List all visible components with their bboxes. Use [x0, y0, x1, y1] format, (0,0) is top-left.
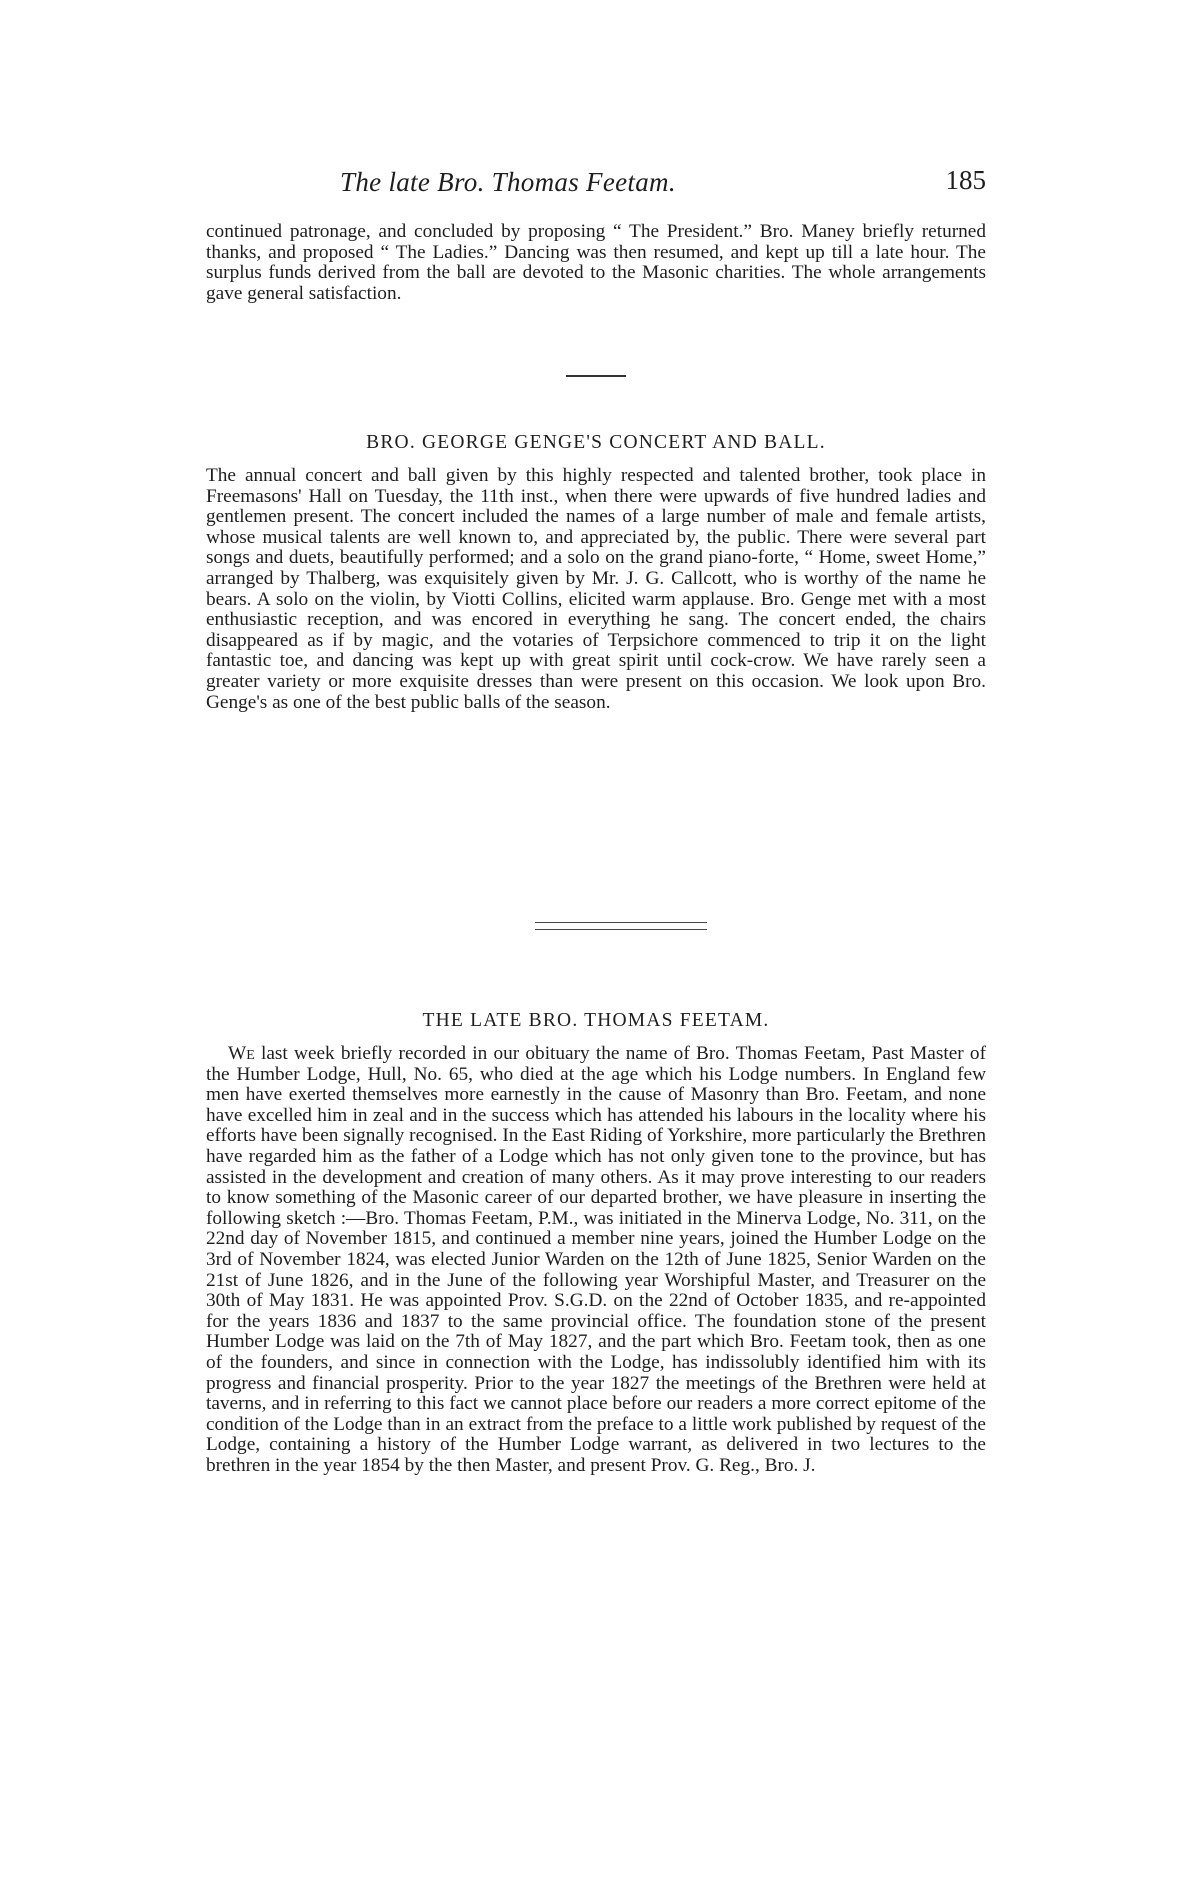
- carryover-paragraph: continued patronage, and concluded by proposing “ The President.” Bro. Maney briefly returned thanks, and proposed “ The Ladies.” Dancing was then resumed, and kept up till a late hour. The surplus funds derived from the ball are devoted to the Masonic charities. The whole arrangements gave general satisfaction.: [206, 221, 986, 304]
- running-head: [206, 163, 986, 203]
- feetam-lead-word: We: [228, 1043, 255, 1064]
- feetam-paragraph: [206, 1044, 986, 1476]
- page-number: 185: [945, 165, 986, 195]
- carryover-paragraph-block: [206, 222, 986, 304]
- article-divider: [535, 922, 707, 930]
- feetam-article: [206, 1044, 986, 1476]
- concert-article: [206, 466, 986, 713]
- concert-paragraph: The annual concert and ball given by this highly respected and talented brother, took place in Freemasons' Hall on Tuesday, the 11th inst., when there were upwards of five hundred ladies and gentlemen present. The concert included the names of a large number of male and female artists, whose musical talents are well known to, and appreciated by, the public. There were several part songs and duets, beautifully performed; and a solo on the grand piano-forte, “ Home, sweet Home,” arranged by Thalberg, was exquisitely given by Mr. J. G. Callcott, who is worthy of the name he bears. A solo on the violin, by Viotti Collins, elicited warm applause. Bro. Genge met with a most enthusiastic reception, and was encored in everything he sang. The concert ended, the chairs disappeared as if by magic, and the votaries of Terpsichore commenced to trip it on the light fantastic toe, and dancing was kept up with great spirit until cock-crow. We have rarely seen a greater variety or more exquisite dresses than were present on this occasion. We look upon Bro. Genge's as one of the best public balls of the season.: [206, 465, 986, 713]
- running-title: The late Bro. Thomas Feetam.: [340, 167, 676, 197]
- section-divider: [566, 375, 626, 377]
- feetam-heading: THE LATE BRO. THOMAS FEETAM.: [422, 1010, 770, 1031]
- feetam-body-text: last week briefly recorded in our obituary the name of Bro. Thomas Feetam, Past Master of the Humber Lodge, Hull, No. 65, who died at the age which his Lodge numbers. In England few men have exerted themselves more earnestly in the cause of Masonry than Bro. Feetam, and none have excelled him in zeal and in the success which has attended his labours in the locality where his efforts have been signally recognised. In the East Riding of Yorkshire, more particularly the Brethren have regarded him as the father of a Lodge which has not only given tone to the province, but has assisted in the development and creation of many others. As it may prove interesting to our readers to know something of the Masonic career of our departed brother, we have pleasure in inserting the following sketch :—Bro. Thomas Feetam, P.M., was initiated in the Minerva Lodge, No. 311, on the 22nd day of November 1815, and continued a member nine years, joined the Humber Lodge on the 3rd of November 1824, was elected Junior Warden on the 12th of June 1825, Senior Warden on the 21st of June 1826, and in the June of the following year Worshipful Master, and Treasurer on the 30th of May 1831. He was appointed Prov. S.G.D. on the 22nd of October 1835, and re-appointed for the years 1836 and 1837 to the same provincial office. The foundation stone of the present Humber Lodge was laid on the 7th of May 1827, and the part which Bro. Feetam took, then as one of the founders, and since in connection with the Lodge, has indissolubly identified him with its progress and financial prosperity. Prior to the year 1827 the meetings of the Brethren were held at taverns, and in referring to this fact we cannot place before our readers a more correct epitome of the condition of the Lodge than in an extract from the preface to a little work published by request of the Lodge, containing a history of the Humber Lodge warrant, as delivered in two lectures to the brethren in the year 1854 by the then Master, and present Prov. G. Reg., Bro. J.: [206, 1043, 986, 1476]
- concert-heading: BRO. GEORGE GENGE'S CONCERT AND BALL.: [366, 432, 826, 453]
